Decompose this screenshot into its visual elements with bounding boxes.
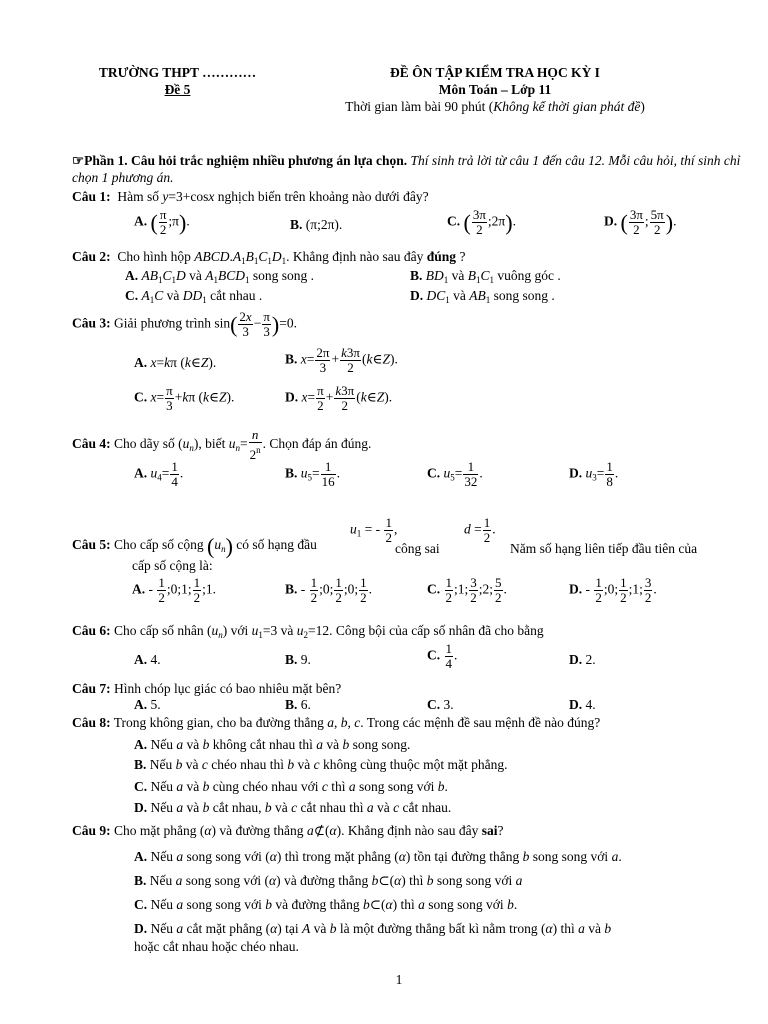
question-4: Câu 4: Cho dãy số $(u_n)$, biết $u_n=$ $\frac{n}{2^n}$ . Chọn đáp án đúng. A. $u_4=$ $\frac{1}{4}$ . B. $u_5=$ $\frac{1}{16}$ . C. $u_5=$ $\frac{1}{32}$ . D. $u_3=$ $\frac{1}{8}$ .: [72, 427, 619, 489]
q8-option-d[interactable]: D. Nếu a và b cắt nhau, b và c cắt nhau thì a và c cắt nhau.: [134, 800, 452, 815]
q8-option-c[interactable]: C. Nếu a và b cùng chéo nhau với c thì a song song với b.: [134, 779, 448, 794]
q3-option-a[interactable]: A. x=kπ (k∈Z).: [134, 355, 217, 370]
q2-option-c[interactable]: C. $A_1C$ và $DD_1$ cắt nhau .: [125, 288, 263, 305]
exam-subject: Môn Toán – Lớp 11: [438, 82, 552, 97]
q7-option-a[interactable]: A. 5.: [134, 697, 161, 712]
q9-option-a[interactable]: A. Nếu a song song với (α) thì trong mặt phẳng (α) tồn tại đường thẳng b song song với a.: [134, 849, 622, 864]
section-note: Thí sinh trả lời từ câu 1 đến câu 12. Mỗi câu hỏi, thí sinh chỉ chọn 1 phương án.: [72, 153, 741, 185]
exam-title: ĐỀ ÔN TẬP KIỂM TRA HỌC KỲ I: [390, 65, 600, 80]
q2-option-d[interactable]: D. $DC_1$ và $AB_1$ song song .: [410, 288, 555, 305]
q9-option-d[interactable]: D. Nếu a cắt mặt phẳng (α) tại A và b là một đường thẳng bất kì nằm trong (α) thì a và b: [134, 921, 612, 936]
school-header: [70, 64, 285, 98]
question-1: Câu 1: Hàm số y=3+cosx nghịch biến trên khoảng nào dưới đây? A. ( $\frac{\pi}{2}$ ;π). B. (π;2π). C. ( $\frac{3\pi}{2}$ ;2π). D. ( $\frac{3\pi}{2}$ ; $\frac{5\pi}{2}$ ).: [72, 189, 677, 237]
q1-option-b[interactable]: B. (π;2π).: [290, 217, 343, 232]
question-5: Câu 5: Cho cấp số cộng $(u_n)$ có số hạng đầu $u_1$ = - $\frac{1}{2}$ , công sai d = $\frac{1}{2}$ . Năm số hạng liên tiếp đầu tiên của cấp số cộng là: A. - $\frac{1}{2}$ ;0;1; $\frac{1}{2}$ ;1. B. - $\frac{1}{2}$ ;0; $\frac{1}{2}$ ;0; $\frac{1}{2}$ . C. $\frac{1}{2}$ ;1; $\frac{3}{2}$ ;2; $\frac{5}{2}$ . D. - $\frac{1}{2}$ ;0; $\frac{1}{2}$ ;1; $\frac{3}{2}$ .: [72, 515, 698, 605]
exam-time: Thời gian làm bài 90 phút (Không kể thời gian phát đề): [345, 99, 645, 114]
q3-option-c[interactable]: C. x= $\frac{\pi}{3}$ +kπ (k∈Z).: [134, 383, 235, 413]
question-6: Câu 6: Cho cấp số nhân $(u_n)$ với $u_1=3$ và $u_2=12$. Công bội của cấp số nhân đã cho bằng A. 4. B. 9. C. $\frac{1}{4}$ . D. 2.: [72, 623, 596, 671]
q1-option-a[interactable]: A. ( $\frac{\pi}{2}$ ;π).: [134, 207, 190, 237]
q6-option-b[interactable]: B. 9.: [285, 652, 311, 667]
q7-option-c[interactable]: C. 3.: [427, 697, 454, 712]
page-number: 1: [395, 972, 403, 987]
q8-option-b[interactable]: B. Nếu b và c chéo nhau thì b và c không cùng thuộc một mặt phẳng.: [134, 757, 508, 772]
q2-option-a[interactable]: A. $AB_1C_1D$ và $A_1BCD_1$ song song .: [125, 268, 315, 285]
section-heading: [72, 152, 752, 186]
q5-option-b[interactable]: B. - $\frac{1}{2}$ ;0; $\frac{1}{2}$ ;0; $\frac{1}{2}$ .: [285, 575, 373, 605]
q1-option-d[interactable]: D. ( $\frac{3\pi}{2}$ ; $\frac{5\pi}{2}$ ).: [604, 207, 677, 237]
q5-option-a[interactable]: A. - $\frac{1}{2}$ ;0;1; $\frac{1}{2}$ ;1.: [132, 575, 217, 605]
q2-option-b[interactable]: B. $BD_1$ và $B_1C_1$ vuông góc .: [410, 268, 561, 285]
q7-option-b[interactable]: B. 6.: [285, 697, 311, 712]
q3-option-d[interactable]: D. x= $\frac{\pi}{2}$ + $\frac{k3\pi}{2}$ (k∈Z).: [285, 383, 393, 413]
q4-option-a[interactable]: A. $u_4=$ $\frac{1}{4}$ .: [134, 459, 184, 489]
q6-option-d[interactable]: D. 2.: [569, 652, 596, 667]
exam-header: [300, 64, 690, 115]
question-8: Câu 8: Trong không gian, cho ba đường thẳng a, b, c. Trong các mệnh đề sau mệnh đề nào đúng? A. Nếu a và b không cắt nhau thì a và b song song. B. Nếu b và c chéo nhau thì b và c không cùng thuộc một mặt phẳng. C. Nếu a và b cùng chéo nhau với c thì a song song với b. D. Nếu a và b cắt nhau, b và c cắt nhau thì a và c cắt nhau.: [72, 715, 601, 815]
q6-option-c[interactable]: C. $\frac{1}{4}$ .: [427, 641, 458, 671]
section-title: ☞Phần 1. Câu hỏi trắc nghiệm nhiều phương án lựa chọn.: [72, 153, 408, 168]
question-9: Câu 9: Cho mặt phẳng (α) và đường thẳng a⊄(α). Khẳng định nào sau đây sai? A. Nếu a song song với (α) thì trong mặt phẳng (α) tồn tại đường thẳng b song song với a. B. Nếu a song song với (α) và đường thẳng b⊂(α) thì b song song với a C. Nếu a song song với b và đường thẳng b⊂(α) thì a song song với b. D. Nếu a cắt mặt phẳng (α) tại A và b là một đường thẳng bất kì nằm trong (α) thì a và b hoặc cắt nhau hoặc chéo nhau.: [72, 823, 622, 954]
school-name: TRƯỜNG THPT …………: [98, 65, 257, 80]
q9-option-c[interactable]: C. Nếu a song song với b và đường thẳng b⊂(α) thì a song song với b.: [134, 897, 518, 912]
q5-option-d[interactable]: D. - $\frac{1}{2}$ ;0; $\frac{1}{2}$ ;1; $\frac{3}{2}$ .: [569, 575, 657, 605]
q5-option-c[interactable]: C. $\frac{1}{2}$ ;1; $\frac{3}{2}$ ;2; $\frac{5}{2}$ .: [427, 575, 507, 605]
q9-option-b[interactable]: B. Nếu a song song với (α) và đường thẳng b⊂(α) thì b song song với a: [134, 873, 523, 888]
question-2: Câu 2: Cho hình hộp $ABCD.A_1B_1C_1D_1$. Khẳng định nào sau đây đúng ? A. $AB_1C_1D$ và $A_1BCD_1$ song song . B. $BD_1$ và $B_1C_1$ vuông góc . C. $A_1C$ và $DD_1$ cắt nhau . D. $DC_1$ và $AB_1$ song song .: [72, 248, 752, 304]
question-3: Câu 3: Giải phương trình sin( $\frac{2x}{3}$ − $\frac{\pi}{3}$ )=0. A. x=kπ (k∈Z). B. x= $\frac{2\pi}{3}$ + $\frac{k3\pi}{2}$ (k∈Z). C. x= $\frac{\pi}{3}$ +kπ (k∈Z). D. x= $\frac{\pi}{2}$ + $\frac{k3\pi}{2}$ (k∈Z).: [72, 309, 398, 413]
q9-option-d-continued: hoặc cắt nhau hoặc chéo nhau.: [134, 939, 299, 954]
q7-option-d[interactable]: D. 4.: [569, 697, 596, 712]
exam-code: Đề 5: [164, 82, 191, 97]
question-7: Câu 7: Hình chóp lục giác có bao nhiêu mặt bên? A. 5. B. 6. C. 3. D. 4.: [72, 681, 596, 712]
q1-option-c[interactable]: C. ( $\frac{3\pi}{2}$ ;2π).: [447, 207, 516, 237]
q4-option-c[interactable]: C. $u_5=$ $\frac{1}{32}$ .: [427, 459, 483, 489]
q6-option-a[interactable]: A. 4.: [134, 652, 161, 667]
q4-option-d[interactable]: D. $u_3=$ $\frac{1}{8}$ .: [569, 459, 619, 489]
q3-option-b[interactable]: B. x= $\frac{2\pi}{3}$ + $\frac{k3\pi}{2}$ (k∈Z).: [285, 345, 398, 375]
q8-option-a[interactable]: A. Nếu a và b không cắt nhau thì a và b song song.: [134, 737, 411, 752]
q4-option-b[interactable]: B. $u_5=$ $\frac{1}{16}$ .: [285, 459, 341, 489]
